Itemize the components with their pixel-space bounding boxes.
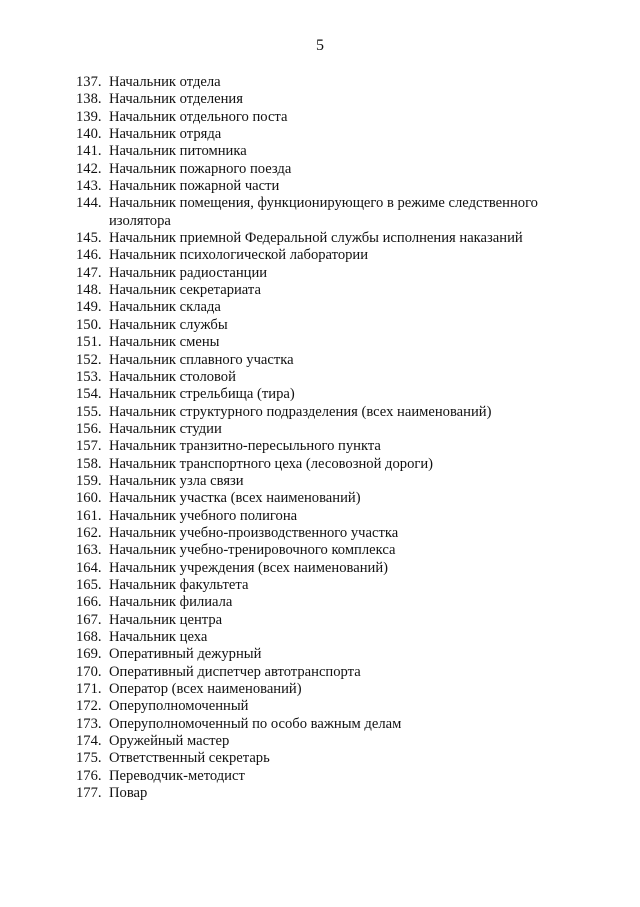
item-number: 144. bbox=[76, 195, 102, 212]
list-item bbox=[76, 334, 566, 351]
item-number: 164. bbox=[76, 559, 102, 576]
list-item bbox=[76, 265, 566, 282]
item-text: Начальник транспортного цеха (лесовозной дороги) bbox=[109, 455, 434, 472]
list-item bbox=[76, 750, 566, 767]
list-item bbox=[76, 508, 566, 525]
item-text: Оперуполномоченный bbox=[109, 698, 249, 715]
item-text: Повар bbox=[109, 785, 148, 802]
positions-list bbox=[76, 74, 566, 802]
list-item bbox=[76, 768, 566, 785]
item-number: 138. bbox=[76, 91, 102, 108]
list-item bbox=[76, 74, 566, 91]
item-text: Начальник отдельного поста bbox=[109, 108, 288, 125]
item-number: 161. bbox=[76, 507, 102, 524]
list-item bbox=[76, 785, 566, 802]
list-item bbox=[76, 369, 566, 386]
list-item bbox=[76, 473, 566, 490]
item-number: 139. bbox=[76, 108, 102, 125]
item-text: Начальник склада bbox=[109, 299, 221, 316]
item-text: Начальник службы bbox=[109, 316, 228, 333]
item-number: 151. bbox=[76, 334, 102, 351]
item-number: 171. bbox=[76, 681, 102, 698]
item-text: Начальник смены bbox=[109, 334, 220, 351]
list-item bbox=[76, 733, 566, 750]
list-item bbox=[76, 456, 566, 473]
item-number: 154. bbox=[76, 386, 102, 403]
item-number: 147. bbox=[76, 264, 102, 281]
item-text: Начальник психологической лаборатории bbox=[109, 247, 369, 264]
item-text: Оперуполномоченный по особо важным делам bbox=[109, 715, 402, 732]
item-number: 143. bbox=[76, 178, 102, 195]
list-item bbox=[76, 542, 566, 559]
item-text: Начальник питомника bbox=[109, 143, 247, 160]
item-text: Начальник столовой bbox=[109, 368, 236, 385]
item-text: Начальник студии bbox=[109, 420, 222, 437]
item-number: 142. bbox=[76, 160, 102, 177]
item-text: Начальник радиостанции bbox=[109, 264, 268, 281]
list-item bbox=[76, 143, 566, 160]
item-number: 169. bbox=[76, 646, 102, 663]
list-item bbox=[76, 247, 566, 264]
item-number: 149. bbox=[76, 299, 102, 316]
item-number: 148. bbox=[76, 282, 102, 299]
item-number: 170. bbox=[76, 663, 102, 680]
list-item bbox=[76, 664, 566, 681]
item-number: 163. bbox=[76, 542, 102, 559]
item-text: Начальник пожарного поезда bbox=[109, 160, 292, 177]
item-text: Начальник отряда bbox=[109, 126, 222, 143]
list-item bbox=[76, 577, 566, 594]
item-text: Ответственный секретарь bbox=[109, 750, 270, 767]
list-item bbox=[76, 421, 566, 438]
item-text: Начальник помещения, функционирующего в режиме следственного изолятора bbox=[109, 195, 538, 229]
item-number: 166. bbox=[76, 594, 102, 611]
item-number: 175. bbox=[76, 750, 102, 767]
item-text: Начальник секретариата bbox=[109, 282, 261, 299]
item-text: Начальник учебно-тренировочного комплекса bbox=[109, 542, 396, 559]
item-number: 140. bbox=[76, 126, 102, 143]
item-number: 177. bbox=[76, 785, 102, 802]
list-item bbox=[76, 404, 566, 421]
item-text: Начальник приемной Федеральной службы исполнения наказаний bbox=[109, 230, 523, 247]
list-item bbox=[76, 594, 566, 611]
list-item bbox=[76, 438, 566, 455]
item-number: 172. bbox=[76, 698, 102, 715]
item-text: Оружейный мастер bbox=[109, 733, 230, 750]
item-text: Оперативный дежурный bbox=[109, 646, 262, 663]
list-item bbox=[76, 126, 566, 143]
list-item bbox=[76, 299, 566, 316]
item-text: Начальник транзитно-пересыльного пункта bbox=[109, 438, 381, 455]
item-text: Переводчик-методист bbox=[109, 767, 245, 784]
item-number: 150. bbox=[76, 316, 102, 333]
item-text: Начальник стрельбища (тира) bbox=[109, 386, 295, 403]
item-text: Начальник цеха bbox=[109, 629, 208, 645]
item-number: 153. bbox=[76, 368, 102, 385]
list-item bbox=[76, 560, 566, 577]
item-text: Начальник отделения bbox=[109, 91, 243, 108]
list-item bbox=[76, 525, 566, 542]
list-item bbox=[76, 612, 566, 629]
item-text: Оператор (всех наименований) bbox=[109, 681, 302, 698]
list-item bbox=[76, 629, 566, 646]
list-item bbox=[76, 681, 566, 698]
item-number: 173. bbox=[76, 715, 102, 732]
item-number: 162. bbox=[76, 524, 102, 541]
item-text: Начальник пожарной части bbox=[109, 178, 280, 195]
item-text: Начальник отдела bbox=[109, 74, 221, 90]
item-text: Начальник узла связи bbox=[109, 472, 244, 489]
list-item bbox=[76, 178, 566, 195]
item-text: Начальник сплавного участка bbox=[109, 351, 294, 368]
item-text: Оперативный диспетчер автотранспорта bbox=[109, 663, 361, 680]
list-item bbox=[76, 109, 566, 126]
item-number: 146. bbox=[76, 247, 102, 264]
item-number: 141. bbox=[76, 143, 102, 160]
item-number: 158. bbox=[76, 455, 102, 472]
list-item bbox=[76, 230, 566, 247]
item-number: 152. bbox=[76, 351, 102, 368]
list-item bbox=[76, 352, 566, 369]
item-text: Начальник учреждения (всех наименований) bbox=[109, 559, 388, 576]
list-item bbox=[76, 646, 566, 663]
item-number: 176. bbox=[76, 767, 102, 784]
item-text: Начальник учебного полигона bbox=[109, 507, 298, 524]
item-text: Начальник центра bbox=[109, 611, 223, 628]
item-text: Начальник филиала bbox=[109, 594, 233, 611]
item-text: Начальник участка (всех наименований) bbox=[109, 490, 361, 507]
item-number: 167. bbox=[76, 611, 102, 628]
list-item bbox=[76, 716, 566, 733]
item-number: 156. bbox=[76, 420, 102, 437]
item-number: 145. bbox=[76, 230, 102, 247]
page-number: 5 bbox=[316, 37, 324, 54]
item-number: 155. bbox=[76, 403, 102, 420]
item-number: 137. bbox=[76, 74, 102, 90]
item-number: 168. bbox=[76, 629, 102, 645]
list-item bbox=[76, 490, 566, 507]
item-text: Начальник структурного подразделения (всех наименований) bbox=[109, 403, 492, 420]
list-item bbox=[76, 161, 566, 178]
list-item bbox=[76, 317, 566, 334]
item-number: 157. bbox=[76, 438, 102, 455]
list-item bbox=[76, 386, 566, 403]
list-item bbox=[76, 282, 566, 299]
item-number: 174. bbox=[76, 733, 102, 750]
item-text: Начальник учебно-производственного участка bbox=[109, 524, 399, 541]
list-item bbox=[76, 195, 566, 230]
item-number: 160. bbox=[76, 490, 102, 507]
item-text: Начальник факультета bbox=[109, 576, 249, 593]
list-item bbox=[76, 698, 566, 715]
item-number: 159. bbox=[76, 472, 102, 489]
list-item bbox=[76, 91, 566, 108]
item-number: 165. bbox=[76, 576, 102, 593]
